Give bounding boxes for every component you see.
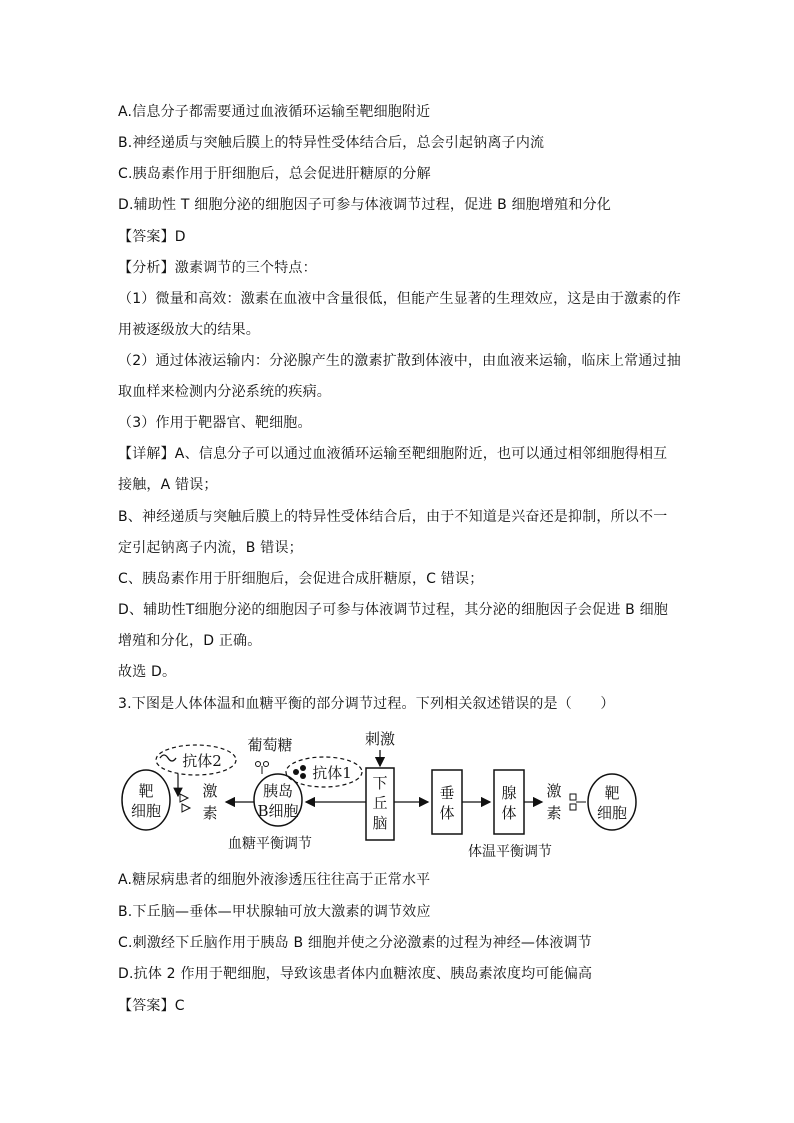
detail-line: D、辅助性T细胞分泌的细胞因子可参与体液调节过程，其分泌的细胞因子会促进 B 细胞 xyxy=(118,602,669,618)
pituitary-box xyxy=(432,770,462,834)
q3-option-c: C.刺激经下丘脑作用于胰岛 B 细胞并使之分泌激素的过程为神经—体液调节 xyxy=(118,935,592,951)
option-d: D.辅助性 T 细胞分泌的细胞因子可参与体液调节过程，促进 B 细胞增殖和分化 xyxy=(118,197,611,213)
detail-line: 增殖和分化，D 正确。 xyxy=(118,633,262,649)
target-cell-right xyxy=(588,774,636,830)
gland-box xyxy=(494,770,524,834)
target-cell-left-line1: 靶 xyxy=(138,782,154,800)
glucose-label: 葡萄糖 xyxy=(247,736,293,754)
q3-option-a: A.糖尿病患者的细胞外液渗透压往往高于正常水平 xyxy=(118,872,431,888)
antibody-1-icon xyxy=(293,765,306,779)
analysis-line: 取血样来检测内分泌系统的疾病。 xyxy=(118,384,331,400)
option-c: C.胰岛素作用于肝细胞后，总会促进肝糖原的分解 xyxy=(118,166,431,182)
svg-text:丘: 丘 xyxy=(372,794,388,812)
q3-option-d: D.抗体 2 作用于靶细胞，导致该患者体内血糖浓度、胰岛素浓度均可能偏高 xyxy=(118,966,593,982)
hormone-left-line2: 素 xyxy=(202,804,218,822)
hormone-right-line2: 素 xyxy=(546,804,562,822)
option-b: B.神经递质与突触后膜上的特异性受体结合后，总会引起钠离子内流 xyxy=(118,135,545,151)
analysis-line: （3）作用于靶器官、靶细胞。 xyxy=(118,415,312,431)
option-a: A.信息分子都需要通过血液循环运输至靶细胞附近 xyxy=(118,104,431,120)
q3-option-b: B.下丘脑—垂体—甲状腺轴可放大激素的调节效应 xyxy=(118,904,431,920)
hormone-left-line1: 激 xyxy=(202,782,218,800)
answer-line: 【答案】D xyxy=(118,229,186,245)
conclusion-line: 故选 D。 xyxy=(118,664,177,680)
question-3-stem: 3.下图是人体体温和血糖平衡的部分调节过程。下列相关叙述错误的是（ ） xyxy=(118,696,615,712)
detail-line: 【详解】A、信息分子可以通过血液循环运输至靶细胞附近，也可以通过相邻细胞得相互 xyxy=(118,446,668,462)
antibody-2-label: 抗体2 xyxy=(182,752,222,770)
temperature-regulation-label: 体温平衡调节 xyxy=(468,844,552,860)
target-cell-left xyxy=(122,770,170,830)
hormone-right-line1: 激 xyxy=(546,782,562,800)
svg-text:脑: 脑 xyxy=(372,814,388,832)
receptor-right-icon xyxy=(570,794,586,810)
target-cell-right-line1: 靶 xyxy=(604,784,620,802)
stimulus-label: 刺激 xyxy=(364,730,396,748)
hypothalamus-box xyxy=(366,768,394,840)
glucose-regulation-label: 血糖平衡调节 xyxy=(228,836,312,852)
svg-text:腺: 腺 xyxy=(501,784,517,802)
receptor-icon xyxy=(180,794,190,812)
regulation-diagram xyxy=(118,722,648,862)
target-cell-left-line2: 细胞 xyxy=(130,802,162,820)
detail-line: B、神经递质与突触后膜上的特异性受体结合后，由于不知道是兴奋还是抑制，所以不一 xyxy=(118,509,668,525)
analysis-line: （2）通过体液运输内：分泌腺产生的激素扩散到体液中，由血液来运输，临床上常通过抽 xyxy=(118,353,681,369)
svg-text:体: 体 xyxy=(439,804,455,822)
antibody-2-icon xyxy=(160,755,176,761)
detail-line: 定引起钠离子内流，B 错误； xyxy=(118,540,303,556)
svg-text:下: 下 xyxy=(372,774,388,792)
antibody-1 xyxy=(286,757,362,787)
glucose-receptor-icon xyxy=(256,762,269,775)
svg-text:垂: 垂 xyxy=(439,784,455,802)
islet-b-line1: 胰岛 xyxy=(262,782,294,800)
analysis-line: （1）微量和高效：激素在血液中含量很低，但能产生显著的生理效应，这是由于激素的作 xyxy=(118,291,681,307)
q3-answer: 【答案】C xyxy=(118,998,185,1014)
target-cell-right-line2: 细胞 xyxy=(596,804,628,822)
analysis-heading: 【分析】激素调节的三个特点： xyxy=(118,260,317,276)
svg-text:体: 体 xyxy=(501,804,517,822)
detail-line: 接触，A 错误； xyxy=(118,477,218,493)
detail-line: C、胰岛素作用于肝细胞后，会促进合成肝糖原，C 错误； xyxy=(118,571,484,587)
analysis-line: 用被逐级放大的结果。 xyxy=(118,322,260,338)
antibody-1-label: 抗体1 xyxy=(312,764,352,782)
islet-b-line2: B细胞 xyxy=(257,802,299,820)
